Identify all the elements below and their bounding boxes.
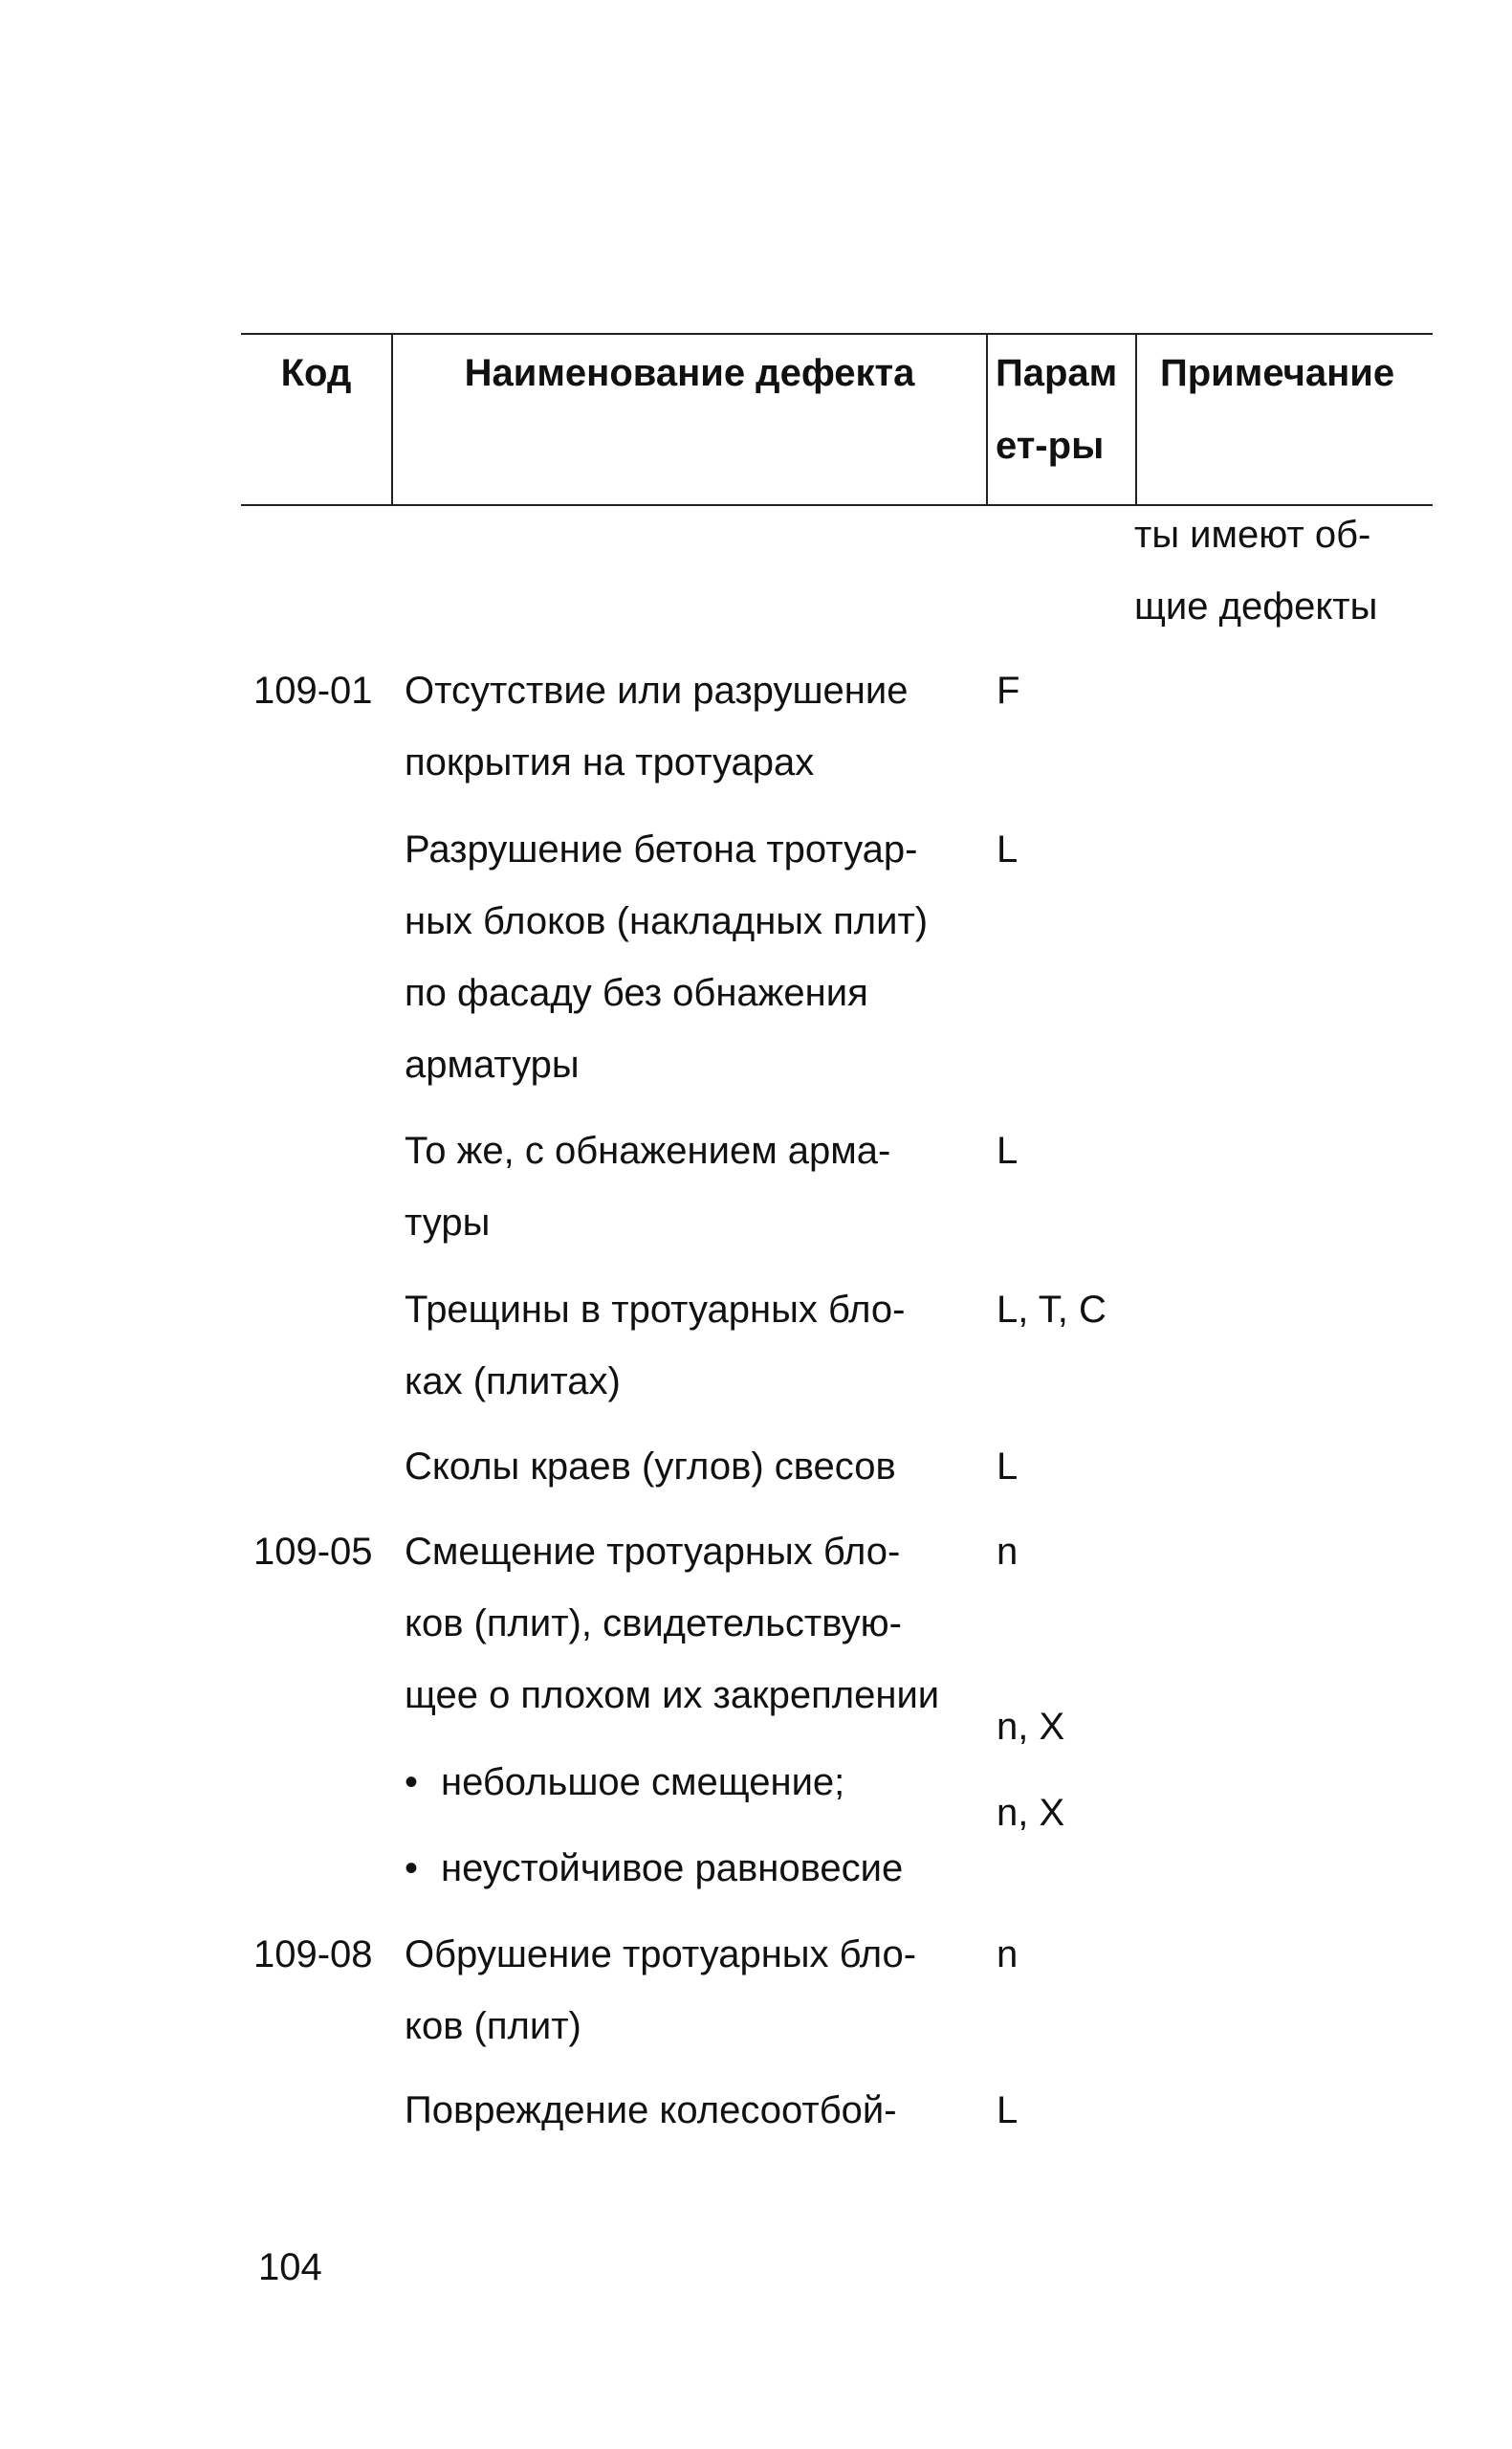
row-defect-name: Смещение тротуарных бло- (405, 1531, 901, 1573)
row-defect-name: Трещины в тротуарных бло- (405, 1289, 906, 1331)
bullet-text: неустойчивое равновесие (441, 1847, 904, 1889)
header-parameters (986, 335, 1135, 504)
row-defect-name: туры (405, 1202, 491, 1244)
row-defect-name: Сколы краев (углов) свесов (405, 1445, 896, 1488)
page-number: 104 (258, 2246, 322, 2288)
row-params: n, X (997, 1706, 1065, 1748)
header-code: Код (280, 352, 352, 394)
row-defect-name: покрытия на тротуарах (405, 741, 815, 783)
header-parameters-line1: Парам (996, 352, 1118, 394)
row-params: L (997, 828, 1019, 871)
row-defect-name: То же, с обнажением арма- (405, 1130, 891, 1172)
row-code: 109-05 (253, 1531, 373, 1573)
row-defect-name: Повреждение колесоотбой- (405, 2089, 897, 2131)
continuation-note-line1: ты имеют об- (1134, 514, 1371, 556)
row-params: L (997, 2089, 1019, 2131)
header-defect-name: Наименование дефекта (391, 335, 986, 504)
row-defect-name: ков (плит), свидетельствую- (405, 1602, 902, 1644)
row-defect-name: арматуры (405, 1044, 580, 1086)
bullet-text: небольшое смещение; (441, 1761, 845, 1803)
row-code: 109-08 (253, 1933, 373, 1975)
header-parameters-line2: ет-ры (996, 425, 1105, 467)
header-note: Примечание (1135, 335, 1433, 504)
bullet-marker: • (405, 1847, 419, 1889)
bullet-marker: • (405, 1761, 419, 1803)
row-params: L, T, C (997, 1289, 1107, 1331)
row-params: L (997, 1445, 1019, 1488)
row-code: 109-01 (253, 670, 373, 712)
row-params: n (997, 1933, 1019, 1975)
row-defect-name: Обрушение тротуарных бло- (405, 1933, 917, 1975)
row-defect-name: Разрушение бетона тротуар- (405, 828, 918, 871)
row-defect-name: ках (плитах) (405, 1360, 621, 1402)
row-defect-name: Отсутствие или разрушение (405, 670, 909, 712)
continuation-note-line2: щие дефекты (1134, 585, 1378, 628)
row-defect-name: щее о плохом их закреплении (405, 1674, 940, 1716)
row-params: L (997, 1130, 1019, 1172)
row-defect-name: ных блоков (накладных плит) (405, 900, 929, 942)
row-defect-name: по фасаду без обнажения (405, 972, 868, 1014)
bullet-list-item (405, 1747, 844, 1819)
bullet-list-item (405, 1833, 903, 1905)
row-params: n, X (997, 1792, 1065, 1834)
row-params: n (997, 1531, 1019, 1573)
row-defect-name: ков (плит) (405, 2005, 581, 2047)
table-header (241, 333, 1433, 506)
row-params: F (997, 670, 1020, 712)
